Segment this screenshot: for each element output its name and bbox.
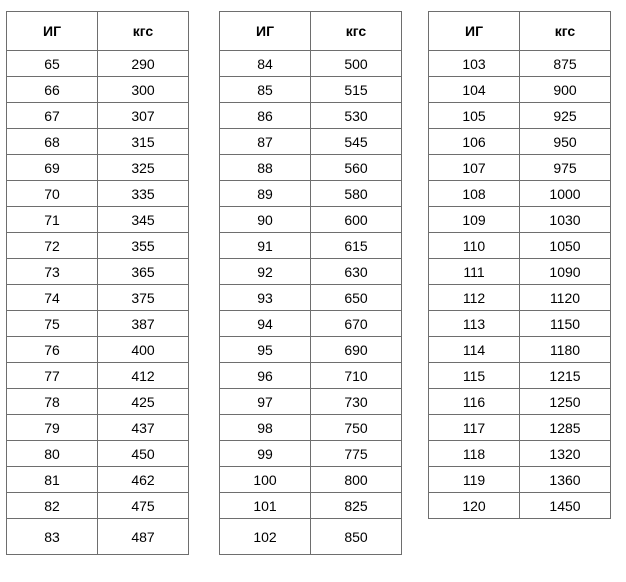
load-cell: 400 [98,337,189,363]
index-cell: 73 [7,259,98,285]
index-cell: 119 [429,467,520,493]
table-row [7,233,189,259]
index-cell: 87 [220,129,311,155]
load-cell: 365 [98,259,189,285]
index-cell: 89 [220,181,311,207]
table-row [7,181,189,207]
table-row [220,129,402,155]
load-cell: 290 [98,51,189,77]
table-row [429,155,611,181]
table-row [429,259,611,285]
load-cell: 600 [311,207,402,233]
load-cell: 560 [311,155,402,181]
index-cell: 80 [7,441,98,467]
load-cell: 437 [98,415,189,441]
table-row [220,337,402,363]
header-index: ИГ [220,12,311,51]
index-cell: 102 [220,519,311,555]
index-cell: 70 [7,181,98,207]
load-cell: 355 [98,233,189,259]
load-cell: 315 [98,129,189,155]
table-row [429,181,611,207]
index-cell: 93 [220,285,311,311]
header-load: кгс [311,12,402,51]
table-row [7,415,189,441]
load-cell: 900 [520,77,611,103]
load-cell: 775 [311,441,402,467]
index-cell: 112 [429,285,520,311]
header-row [429,12,611,51]
table-row [220,493,402,519]
index-cell: 94 [220,311,311,337]
table-row [429,311,611,337]
table-row [220,285,402,311]
load-index-table-3 [428,11,611,519]
load-cell: 730 [311,389,402,415]
load-cell: 1180 [520,337,611,363]
index-cell: 95 [220,337,311,363]
table-row [7,259,189,285]
table-row [429,415,611,441]
load-cell: 1000 [520,181,611,207]
table-row [429,129,611,155]
table-row [220,311,402,337]
load-cell: 387 [98,311,189,337]
index-cell: 105 [429,103,520,129]
load-cell: 975 [520,155,611,181]
table-row [7,389,189,415]
load-cell: 345 [98,207,189,233]
header-row [220,12,402,51]
table-row [429,207,611,233]
table-row [7,155,189,181]
load-cell: 487 [98,519,189,555]
header-load: кгс [98,12,189,51]
index-cell: 117 [429,415,520,441]
index-cell: 113 [429,311,520,337]
table-row [7,519,189,555]
index-cell: 83 [7,519,98,555]
index-cell: 77 [7,363,98,389]
table-row [429,77,611,103]
table-row [220,363,402,389]
load-cell: 670 [311,311,402,337]
table-row [429,493,611,519]
index-cell: 82 [7,493,98,519]
index-cell: 118 [429,441,520,467]
index-cell: 109 [429,207,520,233]
index-cell: 90 [220,207,311,233]
table-row [220,519,402,555]
load-cell: 800 [311,467,402,493]
index-cell: 71 [7,207,98,233]
header-row [7,12,189,51]
table-row [220,77,402,103]
table-row [429,233,611,259]
load-cell: 710 [311,363,402,389]
table-row [429,51,611,77]
index-cell: 108 [429,181,520,207]
table-row [7,103,189,129]
load-cell: 690 [311,337,402,363]
index-cell: 103 [429,51,520,77]
table-row [7,311,189,337]
index-cell: 69 [7,155,98,181]
load-cell: 1150 [520,311,611,337]
table-row [220,467,402,493]
header-index: ИГ [7,12,98,51]
load-cell: 950 [520,129,611,155]
load-cell: 545 [311,129,402,155]
table-row [429,103,611,129]
load-index-table-1 [6,11,189,555]
index-cell: 104 [429,77,520,103]
index-cell: 120 [429,493,520,519]
table-row [429,441,611,467]
table-row [429,337,611,363]
index-cell: 115 [429,363,520,389]
table-row [220,233,402,259]
load-cell: 300 [98,77,189,103]
header-index: ИГ [429,12,520,51]
index-cell: 78 [7,389,98,415]
index-cell: 66 [7,77,98,103]
index-cell: 74 [7,285,98,311]
table-row [7,441,189,467]
table-row [220,415,402,441]
index-cell: 68 [7,129,98,155]
load-cell: 1030 [520,207,611,233]
table-row [7,129,189,155]
index-cell: 111 [429,259,520,285]
load-cell: 1360 [520,467,611,493]
index-cell: 91 [220,233,311,259]
load-cell: 530 [311,103,402,129]
index-cell: 99 [220,441,311,467]
table-row [220,259,402,285]
index-cell: 65 [7,51,98,77]
table-row [220,51,402,77]
index-cell: 116 [429,389,520,415]
table-row [7,493,189,519]
index-cell: 110 [429,233,520,259]
load-index-table-2 [219,11,402,555]
table-row [7,207,189,233]
load-cell: 850 [311,519,402,555]
load-cell: 1120 [520,285,611,311]
header-load: кгс [520,12,611,51]
table-row [7,337,189,363]
table-row [7,467,189,493]
load-cell: 500 [311,51,402,77]
table-row [7,363,189,389]
index-cell: 106 [429,129,520,155]
index-cell: 101 [220,493,311,519]
table-row [7,77,189,103]
load-cell: 1250 [520,389,611,415]
load-cell: 925 [520,103,611,129]
load-cell: 335 [98,181,189,207]
table-row [220,389,402,415]
index-cell: 81 [7,467,98,493]
index-cell: 92 [220,259,311,285]
load-cell: 450 [98,441,189,467]
load-cell: 630 [311,259,402,285]
load-cell: 615 [311,233,402,259]
load-cell: 650 [311,285,402,311]
index-cell: 75 [7,311,98,337]
load-cell: 1050 [520,233,611,259]
index-cell: 88 [220,155,311,181]
index-cell: 97 [220,389,311,415]
index-cell: 76 [7,337,98,363]
load-cell: 1090 [520,259,611,285]
index-cell: 67 [7,103,98,129]
table-row [220,207,402,233]
load-cell: 750 [311,415,402,441]
table-row [429,389,611,415]
table-row [7,285,189,311]
load-cell: 462 [98,467,189,493]
index-cell: 98 [220,415,311,441]
index-cell: 79 [7,415,98,441]
load-cell: 425 [98,389,189,415]
load-cell: 412 [98,363,189,389]
table-row [429,363,611,389]
table-row [220,155,402,181]
load-cell: 875 [520,51,611,77]
table-row [220,441,402,467]
index-cell: 85 [220,77,311,103]
table-row [429,285,611,311]
load-cell: 1285 [520,415,611,441]
index-cell: 86 [220,103,311,129]
load-cell: 307 [98,103,189,129]
index-cell: 84 [220,51,311,77]
load-cell: 1215 [520,363,611,389]
load-cell: 375 [98,285,189,311]
load-cell: 475 [98,493,189,519]
index-cell: 100 [220,467,311,493]
load-cell: 580 [311,181,402,207]
load-cell: 825 [311,493,402,519]
load-cell: 1320 [520,441,611,467]
load-cell: 325 [98,155,189,181]
table-row [220,103,402,129]
index-cell: 72 [7,233,98,259]
load-cell: 1450 [520,493,611,519]
index-cell: 114 [429,337,520,363]
table-row [7,51,189,77]
index-cell: 96 [220,363,311,389]
load-cell: 515 [311,77,402,103]
index-cell: 107 [429,155,520,181]
table-row [429,467,611,493]
table-row [220,181,402,207]
